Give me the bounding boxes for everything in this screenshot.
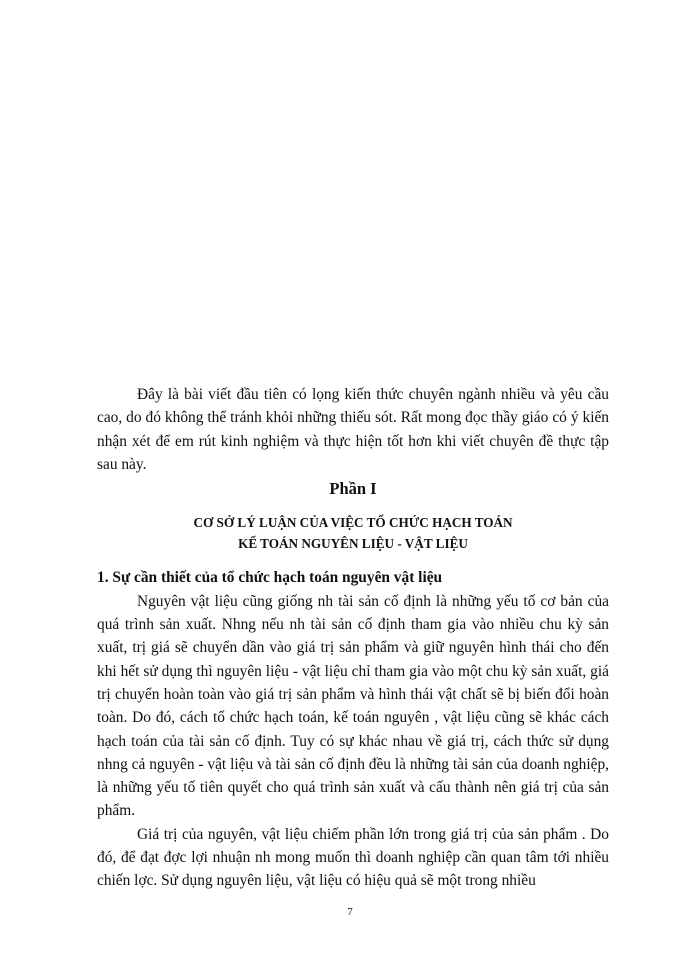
page-number: 7 [347,906,353,918]
section-heading: 1. Sự cần thiết của tổ chức hạch toán nguyên vật liệu [97,569,443,587]
body-paragraph-1: Nguyên vật liệu cũng giống nh tài sản cố định là những yếu tố cơ bản của quá trình sản xuất. Nhng nếu nh tài sản cố định tham gia vào nhiều chu kỳ sản xuất, trị giá sẽ chuyển dần vào giá trị sản phẩm và giữ nguyên hình thái cho đến khi hết sử dụng thì nguyên liệu - vật liệu chỉ tham gia vào một chu kỳ sản xuất, giá trị chuyển hoàn toàn vào giá trị sản phẩm và hình thái vật chất sẽ bị biến đổi hoàn toàn. Do đó, cách tổ chức hạch toán, kế toán nguyên , vật liệu cũng sẽ khác cách hạch toán của tài sản cố định. Tuy có sự khác nhau về giá trị, cách thức sử dụng nhng cả nguyên - vật liệu và tài sản cố định đều là những tài sản của doanh nghiệp, là những yếu tố tiên quyết cho quá trình sản xuất và cấu thành nên giá trị của sản phẩm. [97,592,609,820]
chapter-title-line-2: KẾ TOÁN NGUYÊN LIỆU - VẬT LIỆU [238,536,468,552]
body-paragraph-2: Giá trị của nguyên, vật liệu chiếm phần lớn trong giá trị của sản phẩm . Do đó, để đạt đợc lợi nhuận nh mong muốn thì doanh nghiệp cần quan tâm tới nhiều chiến lợc. Sử dụng nguyên liệu, vật liệu có hiệu quả sẽ một trong nhiều [97,825,609,890]
chapter-title-line-1: CƠ SỞ LÝ LUẬN CỦA VIỆC TỔ CHỨC HẠCH TOÁN [193,515,513,531]
part-heading: Phần I [329,479,377,499]
intro-paragraph: Đây là bài viết đầu tiên có lọng kiến thức chuyên ngành nhiều và yêu cầu cao, do đó không thể tránh khỏi những thiếu sót. Rất mong đọc thầy giáo có ý kiến nhận xét để em rút kinh nghiệm và thực hiện tốt hơn khi viết chuyên đề thực tập sau này. [97,386,609,473]
blank-top-area [0,0,700,380]
page-body [97,383,609,893]
